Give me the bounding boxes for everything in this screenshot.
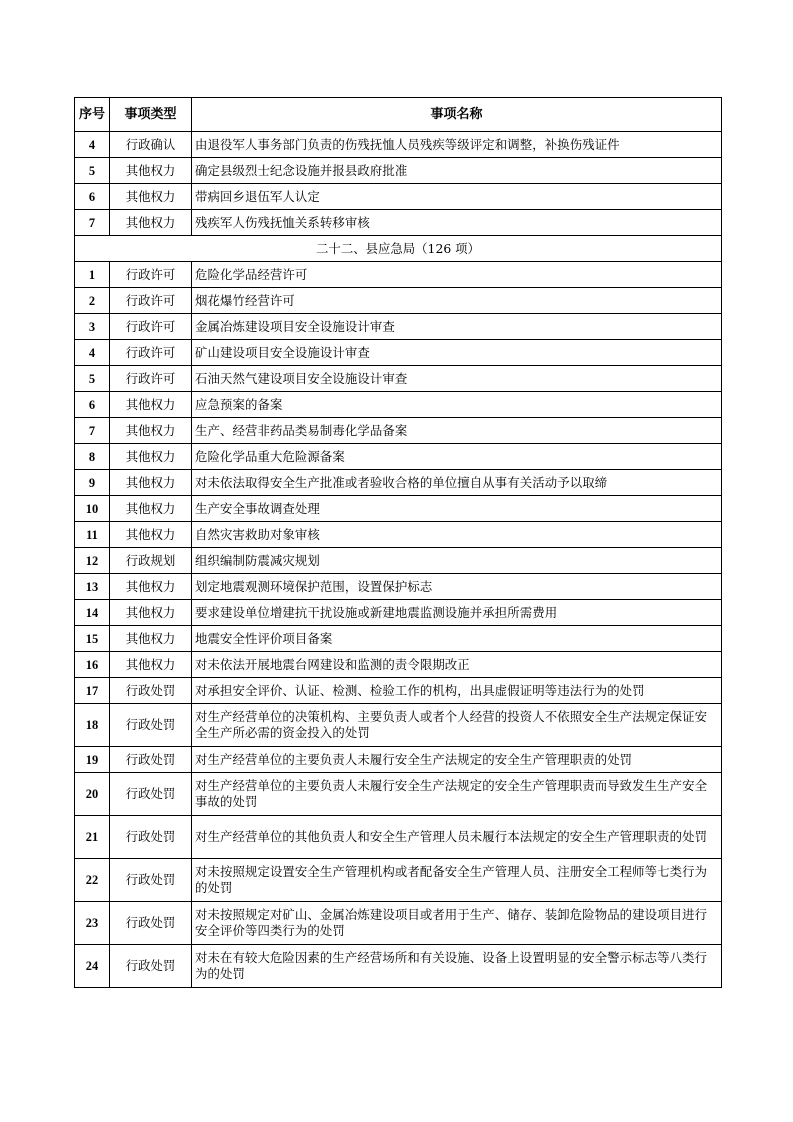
table-row: [75, 522, 722, 548]
table-row: [75, 496, 722, 522]
row-serial: 24: [75, 945, 110, 988]
row-name: 对生产经营单位的其他负责人和安全生产管理人员未履行本法规定的安全生产管理职责的处罚: [192, 816, 722, 859]
row-type: 其他权力: [110, 158, 192, 184]
row-type: 行政许可: [110, 262, 192, 288]
row-name: 生产安全事故调查处理: [192, 496, 722, 522]
row-type: 行政许可: [110, 366, 192, 392]
row-serial: 5: [75, 158, 110, 184]
row-type: 其他权力: [110, 496, 192, 522]
row-type: 其他权力: [110, 626, 192, 652]
header-type: 事项类型: [110, 98, 192, 132]
section-row: [75, 236, 722, 262]
row-type: 行政许可: [110, 314, 192, 340]
table-row: [75, 184, 722, 210]
row-serial: 4: [75, 132, 110, 158]
row-serial: 14: [75, 600, 110, 626]
row-type: 其他权力: [110, 522, 192, 548]
row-type: 其他权力: [110, 652, 192, 678]
row-name: 残疾军人伤残抚恤关系转移审核: [192, 210, 722, 236]
row-name: 确定县级烈士纪念设施并报县政府批准: [192, 158, 722, 184]
row-name: 危险化学品经营许可: [192, 262, 722, 288]
row-type: 行政许可: [110, 340, 192, 366]
table-row: [75, 470, 722, 496]
row-serial: 3: [75, 314, 110, 340]
row-serial: 23: [75, 902, 110, 945]
table-row: [75, 902, 722, 945]
row-serial: 7: [75, 210, 110, 236]
row-name: 石油天然气建设项目安全设施设计审查: [192, 366, 722, 392]
table-row: [75, 859, 722, 902]
row-serial: 15: [75, 626, 110, 652]
row-name: 应急预案的备案: [192, 392, 722, 418]
row-serial: 10: [75, 496, 110, 522]
table-row: [75, 210, 722, 236]
row-name: 对未按照规定设置安全生产管理机构或者配备安全生产管理人员、注册安全工程师等七类行为的处罚: [192, 859, 722, 902]
table-row: [75, 340, 722, 366]
row-type: 行政确认: [110, 132, 192, 158]
row-serial: 22: [75, 859, 110, 902]
row-name: 对生产经营单位的主要负责人未履行安全生产法规定的安全生产管理职责的处罚: [192, 747, 722, 773]
row-type: 行政处罚: [110, 747, 192, 773]
row-type: 行政处罚: [110, 859, 192, 902]
row-type: 其他权力: [110, 210, 192, 236]
row-serial: 5: [75, 366, 110, 392]
table-row: [75, 288, 722, 314]
table-row: [75, 773, 722, 816]
row-serial: 6: [75, 392, 110, 418]
row-serial: 2: [75, 288, 110, 314]
row-name: 由退役军人事务部门负责的伤残抚恤人员残疾等级评定和调整，补换伤残证件: [192, 132, 722, 158]
row-name: 组织编制防震减灾规划: [192, 548, 722, 574]
row-serial: 21: [75, 816, 110, 859]
row-type: 行政处罚: [110, 773, 192, 816]
row-serial: 18: [75, 704, 110, 747]
row-serial: 8: [75, 444, 110, 470]
row-serial: 12: [75, 548, 110, 574]
row-serial: 9: [75, 470, 110, 496]
row-name: 地震安全性评价项目备案: [192, 626, 722, 652]
row-type: 其他权力: [110, 470, 192, 496]
row-type: 行政处罚: [110, 945, 192, 988]
row-name: 对生产经营单位的决策机构、主要负责人或者个人经营的投资人不依照安全生产法规定保证安全生产所必需的资金投入的处罚: [192, 704, 722, 747]
table-row: [75, 574, 722, 600]
table-row: [75, 652, 722, 678]
row-serial: 11: [75, 522, 110, 548]
row-type: 其他权力: [110, 574, 192, 600]
table-row: [75, 704, 722, 747]
table-row: [75, 626, 722, 652]
table-row: [75, 548, 722, 574]
table-row: [75, 816, 722, 859]
row-name: 对未按照规定对矿山、金属冶炼建设项目或者用于生产、储存、装卸危险物品的建设项目进行安全评价等四类行为的处罚: [192, 902, 722, 945]
header-row: [75, 98, 722, 132]
row-serial: 4: [75, 340, 110, 366]
table-row: [75, 444, 722, 470]
table-row: [75, 392, 722, 418]
row-name: 生产、经营非药品类易制毒化学品备案: [192, 418, 722, 444]
row-name: 自然灾害救助对象审核: [192, 522, 722, 548]
table-row: [75, 678, 722, 704]
table-row: [75, 366, 722, 392]
row-name: 对生产经营单位的主要负责人未履行安全生产法规定的安全生产管理职责而导致发生生产安全事故的处罚: [192, 773, 722, 816]
row-type: 其他权力: [110, 418, 192, 444]
row-serial: 6: [75, 184, 110, 210]
table-row: [75, 600, 722, 626]
row-type: 行政规划: [110, 548, 192, 574]
table-row: [75, 262, 722, 288]
row-name: 对未依法开展地震台网建设和监测的责令限期改正: [192, 652, 722, 678]
row-name: 矿山建设项目安全设施设计审查: [192, 340, 722, 366]
section-title: 二十二、县应急局（126 项）: [75, 236, 722, 262]
table-row: [75, 945, 722, 988]
row-serial: 7: [75, 418, 110, 444]
table-row: [75, 132, 722, 158]
row-name: 烟花爆竹经营许可: [192, 288, 722, 314]
row-type: 行政许可: [110, 288, 192, 314]
row-type: 其他权力: [110, 600, 192, 626]
row-type: 其他权力: [110, 444, 192, 470]
row-type: 其他权力: [110, 184, 192, 210]
row-serial: 1: [75, 262, 110, 288]
row-name: 要求建设单位增建抗干扰设施或新建地震监测设施并承担所需费用: [192, 600, 722, 626]
table-row: [75, 314, 722, 340]
row-serial: 17: [75, 678, 110, 704]
row-type: 其他权力: [110, 392, 192, 418]
row-type: 行政处罚: [110, 902, 192, 945]
row-serial: 19: [75, 747, 110, 773]
header-serial: 序号: [75, 98, 110, 132]
row-name: 划定地震观测环境保护范围，设置保护标志: [192, 574, 722, 600]
row-name: 对未在有较大危险因素的生产经营场所和有关设施、设备上设置明显的安全警示标志等八类行为的处罚: [192, 945, 722, 988]
table-row: [75, 418, 722, 444]
row-name: 带病回乡退伍军人认定: [192, 184, 722, 210]
table-row: [75, 158, 722, 184]
row-name: 对未依法取得安全生产批准或者验收合格的单位擅自从事有关活动予以取缔: [192, 470, 722, 496]
row-serial: 13: [75, 574, 110, 600]
header-name: 事项名称: [192, 98, 722, 132]
row-name: 危险化学品重大危险源备案: [192, 444, 722, 470]
row-serial: 16: [75, 652, 110, 678]
row-serial: 20: [75, 773, 110, 816]
authority-table: [74, 97, 722, 988]
row-type: 行政处罚: [110, 704, 192, 747]
row-type: 行政处罚: [110, 678, 192, 704]
row-name: 金属冶炼建设项目安全设施设计审查: [192, 314, 722, 340]
row-type: 行政处罚: [110, 816, 192, 859]
row-name: 对承担安全评价、认证、检测、检验工作的机构，出具虚假证明等违法行为的处罚: [192, 678, 722, 704]
table-row: [75, 747, 722, 773]
